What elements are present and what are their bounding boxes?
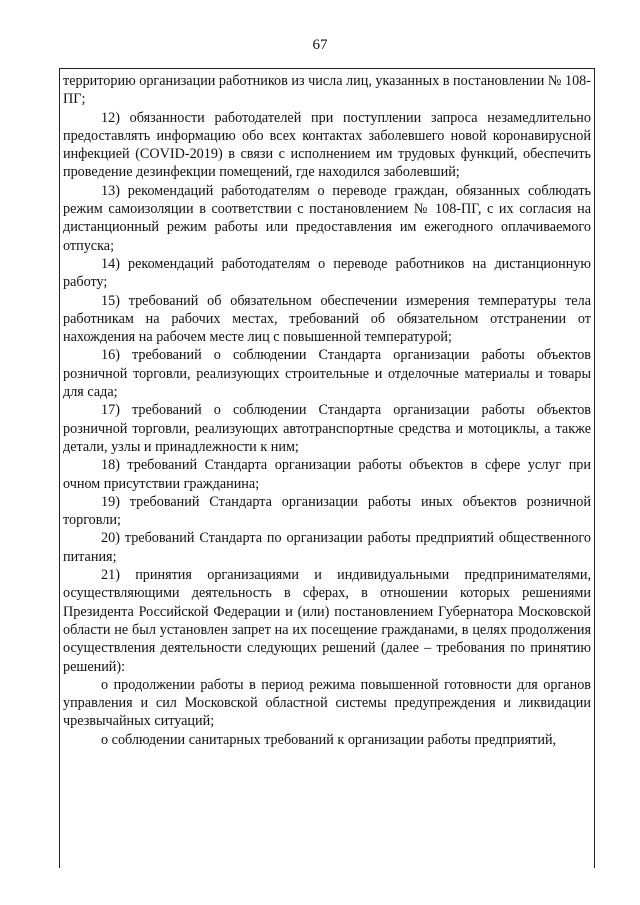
paragraph-item-17: 17) требований о соблюдении Стандарта организации работы объектов розничной торговли, реализующих автотранспортные средства и мотоциклы, а также детали, узлы и принадлежности к ним; xyxy=(63,402,591,455)
paragraph-item-12: 12) обязанности работодателей при поступлении запроса незамедлительно предоставлять информацию обо всех контактах заболевшего новой коронавирусной инфекцией (COVID-2019) в связи с исполнением им трудовых функций, обеспечить проведение дезинфекции помещений, где находился заболевший; xyxy=(63,109,591,181)
paragraph-continuation: территорию организации работников из числа лиц, указанных в постановлении № 108-ПГ; xyxy=(63,73,591,108)
paragraph-subitem-sanitary-requirements: о соблюдении санитарных требований к организации работы предприятий, xyxy=(101,731,557,748)
paragraph-item-13: 13) рекомендаций работодателям о переводе граждан, обязанных соблюдать режим самоизоляции в соответствии с постановлением № 108-ПГ, с их согласия на дистанционный режим работы или предоставления им ежегодного оплачиваемого отпуска; xyxy=(63,182,591,254)
page-number: 67 xyxy=(312,37,328,53)
document-frame xyxy=(59,68,595,868)
paragraph-item-19: 19) требований Стандарта организации работы иных объектов розничной торговли; xyxy=(63,493,591,529)
paragraph-item-20: 20) требований Стандарта по организации работы предприятий общественного питания; xyxy=(63,530,591,565)
paragraph-item-15: 15) требований об обязательном обеспечении измерения температуры тела работникам на рабочих местах, требований об обязательном отстранении от нахождения на рабочем месте лиц с повышенной температурой; xyxy=(63,292,591,346)
paragraph-item-18: 18) требований Стандарта организации работы объектов в сфере услуг при очном присутствии гражданина; xyxy=(63,457,591,492)
paragraph-subitem-continuation-work: о продолжении работы в период режима повышенной готовности для органов управления и сил Московской областной системы предупреждения и ликвидации чрезвычайных ситуаций; xyxy=(63,676,591,730)
paragraph-item-16: 16) требований о соблюдении Стандарта организации работы объектов розничной торговли, реализующих строительные и отделочные материалы и товары для сада; xyxy=(63,347,591,401)
paragraph-item-21: 21) принятия организациями и индивидуальными предпринимателями, осуществляющими деятельность в сферах, в отношении которых решениями Президента Российской Федерации и (или) постановлением Губернатора Московской области не был установлен запрет на их посещение гражданами, в целях продолжения осуществления деятельности следующих решений (далее – требования по принятию решений): xyxy=(63,567,591,675)
paragraph-item-14: 14) рекомендаций работодателям о переводе работников на дистанционную работу; xyxy=(63,255,591,291)
